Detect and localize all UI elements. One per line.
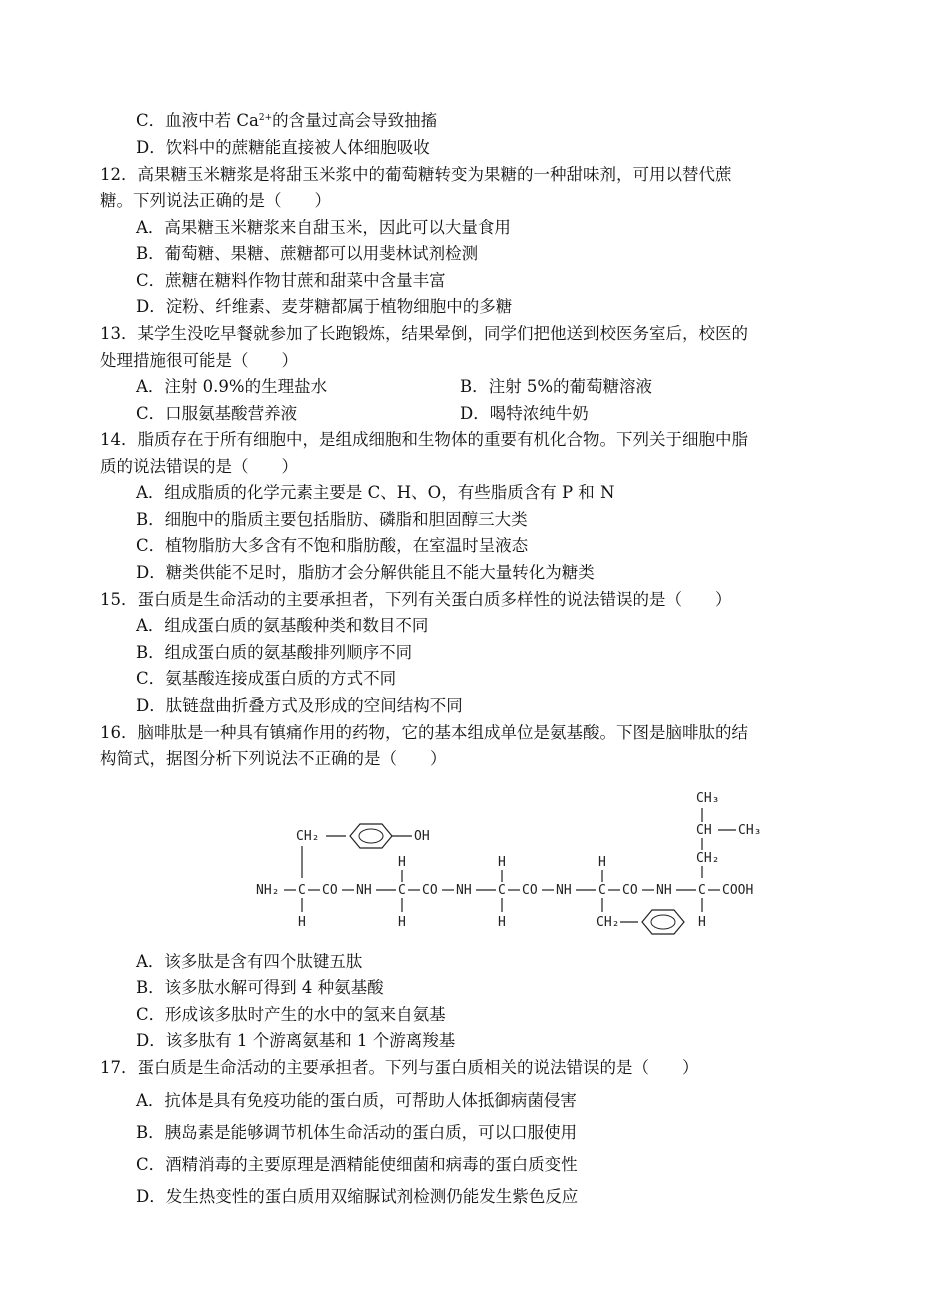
mol-h-2-top: H	[398, 855, 406, 870]
q15-option-d: D．肽链盘曲折叠方式及形成的空间结构不同	[136, 696, 463, 715]
mol-alpha-carbon-3: C	[498, 883, 506, 898]
q16-stem-line2: 构简式，据图分析下列说法不正确的是（ ）	[100, 749, 447, 768]
mol-ch2-tyr: CH₂	[296, 829, 320, 844]
q15-stem-line1: 15．蛋白质是生命活动的主要承担者，下列有关蛋白质多样性的说法错误的是（ ）	[100, 590, 732, 609]
mol-co-3: CO	[522, 883, 538, 898]
q11-option-d: D．饮料中的蔗糖能直接被人体细胞吸收	[136, 138, 430, 157]
q16-option-a: A．该多肽是含有四个肽键五肽	[136, 952, 363, 971]
q16-option-b: B．该多肽水解可得到 4 种氨基酸	[136, 978, 384, 997]
q14-option-d: D．糖类供能不足时，脂肪才会分解供能且不能大量转化为糖类	[136, 563, 595, 582]
mol-co-2: CO	[422, 883, 438, 898]
q14-option-b: B．细胞中的脂质主要包括脂肪、磷脂和胆固醇三大类	[136, 510, 528, 529]
mol-oh: OH	[414, 829, 430, 844]
mol-alpha-carbon-2: C	[398, 883, 406, 898]
q11-option-c	[136, 110, 437, 132]
mol-co-4: CO	[622, 883, 638, 898]
mol-nh-4: NH	[656, 883, 672, 898]
q13-stem-line2: 处理措施很可能是（ ）	[100, 351, 298, 370]
mol-co-1: CO	[322, 883, 338, 898]
mol-nh-1: NH	[356, 883, 372, 898]
mol-benzene-inner-phe	[651, 915, 675, 929]
q14-option-c: C．植物脂肪大多含有不饱和脂肪酸，在室温时呈液态	[136, 536, 529, 555]
mol-nh2: NH₂	[256, 883, 280, 898]
mol-alpha-carbon-5: C	[698, 883, 706, 898]
q12-option-b: B．葡萄糖、果糖、蔗糖都可以用斐林试剂检测	[136, 244, 479, 263]
q13-option-a: A．注射 0.9%的生理盐水	[136, 377, 328, 396]
mol-ch-leu: CH	[696, 823, 712, 838]
q12-stem-line2: 糖。下列说法正确的是（ ）	[100, 191, 331, 210]
q17-option-c: C．酒精消毒的主要原理是酒精能使细菌和病毒的蛋白质变性	[136, 1155, 578, 1174]
q15-option-a: A．组成蛋白质的氨基酸种类和数目不同	[136, 616, 429, 635]
mol-h-5-bottom: H	[698, 915, 706, 930]
mol-ch2-leu: CH₂	[696, 851, 720, 866]
mol-h-4-top: H	[598, 855, 606, 870]
q12-stem-line1: 12．高果糖玉米糖浆是将甜玉米浆中的葡萄糖转变为果糖的一种甜味剂，可用以替代蔗	[100, 165, 732, 184]
mol-ch3-top: CH₃	[696, 791, 720, 806]
mol-nh-3: NH	[556, 883, 572, 898]
q15-option-b: B．组成蛋白质的氨基酸排列顺序不同	[136, 643, 413, 662]
q13-stem-line1: 13．某学生没吃早餐就参加了长跑锻炼，结果晕倒，同学们把他送到校医务室后，校医的	[100, 324, 748, 343]
q13-option-b: B．注射 5%的葡萄糖溶液	[460, 377, 653, 396]
q14-option-a: A．组成脂质的化学元素主要是 C、H、O，有些脂质含有 P 和 N	[136, 483, 615, 502]
mol-nh-2: NH	[456, 883, 472, 898]
q14-stem-line2: 质的说法错误的是（ ）	[100, 457, 298, 476]
q17-option-b: B．胰岛素是能够调节机体生命活动的蛋白质，可以口服使用	[136, 1123, 578, 1142]
mol-h-1-bottom: H	[298, 915, 306, 930]
mol-benzene-inner-tyr	[359, 829, 383, 843]
mol-h-3-bottom: H	[498, 915, 506, 930]
q12-option-c: C．蔗糖在糖料作物甘蔗和甜菜中含量丰富	[136, 271, 446, 290]
mol-h-3-top: H	[498, 855, 506, 870]
q17-stem-line1: 17．蛋白质是生命活动的主要承担者。下列与蛋白质相关的说法错误的是（ ）	[100, 1058, 699, 1077]
q17-option-d: D．发生热变性的蛋白质用双缩脲试剂检测仍能发生紫色反应	[136, 1187, 579, 1206]
q12-option-a: A．高果糖玉米糖浆来自甜玉米，因此可以大量食用	[136, 218, 511, 237]
q16-stem-line1: 16．脑啡肽是一种具有镇痛作用的药物，它的基本组成单位是氨基酸。下图是脑啡肽的结	[100, 723, 748, 742]
mol-alpha-carbon-4: C	[598, 883, 606, 898]
q17-option-a: A．抗体是具有免疫功能的蛋白质，可帮助人体抵御病菌侵害	[136, 1091, 577, 1110]
q11-option-c-superscript: 2+	[258, 113, 273, 123]
q14-stem-line1: 14．脂质存在于所有细胞中，是组成细胞和生物体的重要有机化合物。下列关于细胞中脂	[100, 430, 748, 449]
q13-option-c: C．口服氨基酸营养液	[136, 404, 298, 423]
enkephalin-structure-diagram	[250, 778, 790, 938]
mol-benzene-ring-tyr	[350, 824, 392, 848]
q15-option-c: C．氨基酸连接成蛋白质的方式不同	[136, 669, 397, 688]
q11-option-c-pre: C．血液中若 Ca	[136, 111, 259, 130]
q16-option-d: D．该多肽有 1 个游离氨基和 1 个游离羧基	[136, 1031, 456, 1050]
q16-option-c: C．形成该多肽时产生的水中的氢来自氨基	[136, 1005, 446, 1024]
mol-ch3-right: CH₃	[738, 823, 762, 838]
q13-option-d: D．喝特浓纯牛奶	[460, 404, 589, 423]
q12-option-d: D．淀粉、纤维素、麦芽糖都属于植物细胞中的多糖	[136, 297, 513, 316]
mol-benzene-ring-phe	[642, 910, 684, 934]
q11-option-c-post: 的含量过高会导致抽搐	[272, 111, 438, 130]
mol-ch2-phe: CH₂	[596, 915, 620, 930]
mol-cooh: COOH	[722, 883, 754, 898]
mol-h-2-bottom: H	[398, 915, 406, 930]
mol-alpha-carbon-1: C	[298, 883, 306, 898]
